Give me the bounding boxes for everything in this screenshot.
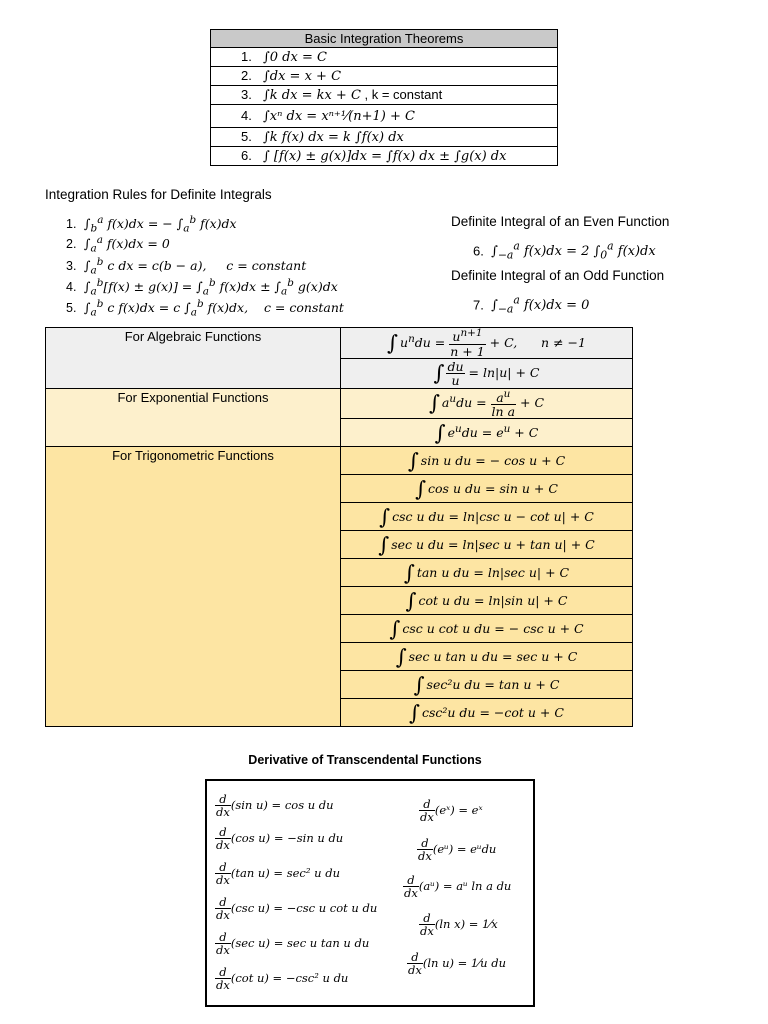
definite-rule: 2. $\int_a^a$ f(x)dx = 0 [66,234,170,255]
odd-function-title: Definite Integral of an Odd Function [451,268,665,283]
formula-cell: ∫ $e^udu = e^u + C$ [341,419,633,447]
function-integrals-table [45,327,633,727]
even-function-formula: 6. $\int_{-a}^a$ f(x)dx = 2 $\int_0^a$ f(x)dx [473,240,656,262]
formula-cell: ∫ cot u du = ln|sin u| + C [341,587,633,615]
exponential-label: For Exponential Functions [46,389,341,447]
derivatives-box [205,779,535,1007]
odd-function-formula: 7. $\int_{-a}^a$ f(x)dx = 0 [473,294,590,316]
formula-cell: ∫ tan u du = ln|sec u| + C [341,559,633,587]
algebraic-label: For Algebraic Functions [46,328,341,389]
derivative-formula: $\frac{d}{dx}$ (csc u) = −csc u cot u du [216,895,378,923]
derivative-formula: $\frac{d}{dx}$ (eˣ) = eˣ [420,797,483,825]
derivatives-title: Derivative of Transcendental Functions [248,753,482,767]
table-row: 4. ∫xⁿ dx = xⁿ⁺¹⁄(n+1) + C [211,105,558,128]
table-row: 3. ∫k dx = kx + C , k = constant [211,86,558,105]
derivative-formula: $\frac{d}{dx}$ (eᵘ) = eᵘdu [418,836,497,864]
even-function-title: Definite Integral of an Even Function [451,214,670,229]
derivative-formula: $\frac{d}{dx}$ (tan u) = sec² u du [216,860,340,888]
derivative-formula: $\frac{d}{dx}$ (sin u) = cos u du [216,792,334,820]
formula-cell: ∫ sin u du = − cos u + C [341,447,633,475]
formula-cell: ∫ sec u du = ln|sec u + tan u| + C [341,531,633,559]
formula-cell: ∫ cos u du = sin u + C [341,475,633,503]
formula-cell: ∫ sec u tan u du = sec u + C [341,643,633,671]
definite-rule: 4. $\int_a^b[f(x) \pm g(x)] = \int_a^b$ $f(x)dx \pm \int_a^b$ g(x)dx [66,277,338,298]
derivative-formula: $\frac{d}{dx}$ (ln x) = 1⁄x [420,911,498,939]
table-row: 5. ∫k f(x) dx = k ∫f(x) dx [211,128,558,147]
derivative-formula: $\frac{d}{dx}$ (sec u) = sec u tan u du [216,930,370,958]
table-row: 2. ∫dx = x + C [211,67,558,86]
trigonometric-label: For Trigonometric Functions [46,447,341,727]
formula-cell: ∫ sec²u du = tan u + C [341,671,633,699]
basic-theorems-title: Basic Integration Theorems [211,30,558,48]
formula-cell: ∫ csc²u du = −cot u + C [341,699,633,727]
derivative-formula: $\frac{d}{dx}$ (cos u) = −sin u du [216,825,344,853]
derivative-formula: $\frac{d}{dx}$ (aᵘ) = aᵘ ln a du [404,873,512,901]
definite-rule: 5. $\int_a^b$ c f(x)dx = c $\int_a^b$ f(x)dx, c = constant [66,298,344,319]
formula-cell: ∫ csc u cot u du = − csc u + C [341,615,633,643]
definite-rules-title: Integration Rules for Definite Integrals [45,187,272,202]
table-row: 1. ∫0 dx = C [211,48,558,67]
derivative-formula: $\frac{d}{dx}$ (cot u) = −csc² u du [216,965,349,993]
formula-cell: ∫ $\frac{du}{u}$ = ln|u| + C [341,359,633,389]
basic-theorems-table [210,29,558,166]
formula-cell: ∫ $u^ndu$ = $\frac{u^{n+1}}{n + 1}$ + C, n ≠ −1 [341,328,633,359]
formula-cell: ∫ csc u du = ln|csc u − cot u| + C [341,503,633,531]
definite-rule: 1. $\int_b^a$ f(x)dx = − $\int_a^b$ f(x)dx [66,214,237,235]
derivative-formula: $\frac{d}{dx}$ (ln u) = 1⁄u du [408,950,506,978]
table-row: 6. ∫ [f(x) ± g(x)]dx = ∫f(x) dx ± ∫g(x) dx [211,147,558,166]
definite-rule: 3. $\int_a^b$ c dx = c(b − a), c = constant [66,256,307,277]
formula-cell: ∫ $a^udu$ = $\frac{a^u}{\text{ln a}}$ + C [341,389,633,419]
